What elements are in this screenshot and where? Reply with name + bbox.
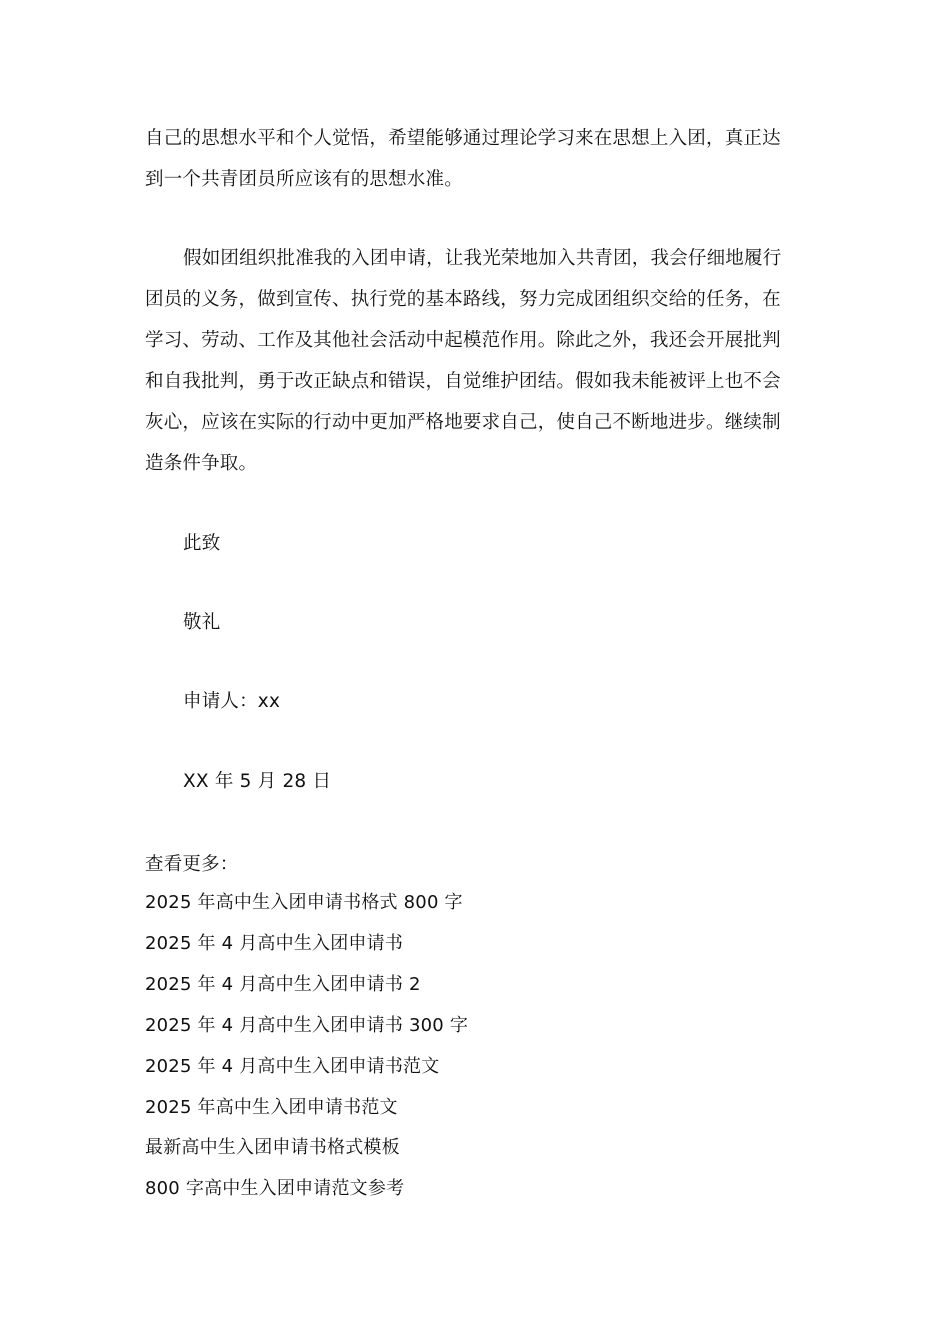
salutation-2: 敬礼 — [183, 612, 221, 633]
paragraph-line: 学习、劳动、工作及其他社会活动中起模范作用。除此之外，我还会开展批判 — [145, 330, 781, 351]
related-link[interactable]: 2025 年 4 月高中生入团申请书 — [145, 933, 404, 954]
related-link[interactable]: 2025 年 4 月高中生入团申请书 2 — [145, 974, 421, 995]
paragraph-line: 造条件争取。 — [145, 453, 258, 474]
see-more-heading: 查看更多： — [145, 854, 239, 875]
paragraph-line: 假如团组织批准我的入团申请，让我光荣地加入共青团，我会仔细地履行 — [183, 248, 782, 269]
applicant-signature: 申请人：xx — [183, 691, 281, 712]
related-link[interactable]: 2025 年 4 月高中生入团申请书 300 字 — [145, 1015, 469, 1036]
paragraph-line: 团员的义务，做到宣传、执行党的基本路线，努力完成团组织交给的任务，在 — [145, 289, 781, 310]
paragraph-line: 灰心，应该在实际的行动中更加严格地要求自己，使自己不断地进步。继续制 — [145, 412, 781, 433]
paragraph-line: 和自我批判，勇于改正缺点和错误，自觉维护团结。假如我未能被评上也不会 — [145, 371, 781, 392]
related-link[interactable]: 2025 年 4 月高中生入团申请书范文 — [145, 1056, 440, 1077]
related-link[interactable]: 最新高中生入团申请书格式模板 — [145, 1137, 400, 1158]
related-link[interactable]: 2025 年高中生入团申请书格式 800 字 — [145, 892, 463, 913]
related-link[interactable]: 2025 年高中生入团申请书范文 — [145, 1097, 398, 1118]
letter-date: XX 年 5 月 28 日 — [183, 771, 332, 792]
paragraph-line: 到一个共青团员所应该有的思想水准。 — [145, 169, 463, 190]
related-link[interactable]: 800 字高中生入团申请范文参考 — [145, 1178, 405, 1199]
paragraph-line: 自己的思想水平和个人觉悟，希望能够通过理论学习来在思想上入团，真正达 — [145, 128, 781, 149]
salutation-1: 此致 — [183, 533, 221, 554]
